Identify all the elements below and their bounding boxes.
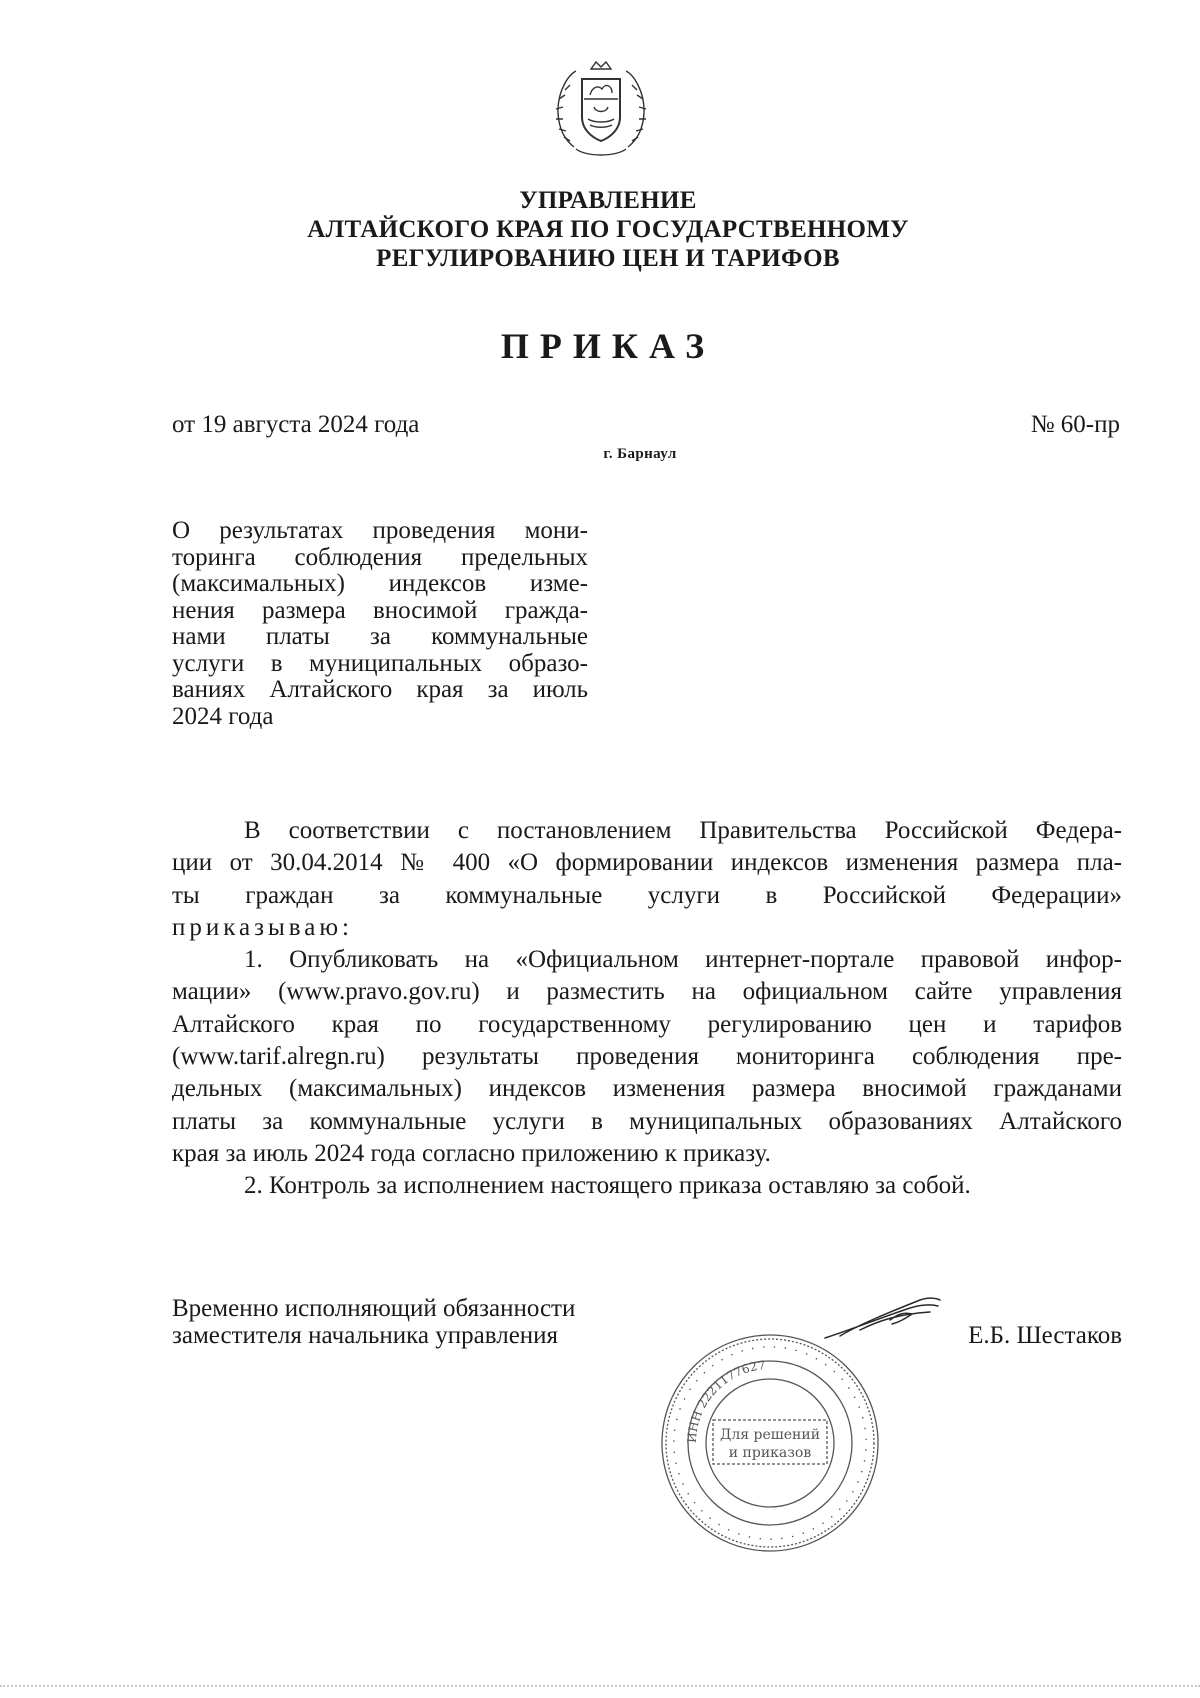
subject-line: услуги в муниципальных образо- (172, 649, 588, 677)
body-line: (www.tarif.alregn.ru) результаты проведения мониторинга соблюдения пре- (172, 1043, 1122, 1071)
order-subject (172, 518, 588, 730)
order-body (172, 815, 1122, 1203)
body-line: мации» (www.pravo.gov.ru) и разместить на официальном сайте управления (172, 978, 1122, 1006)
body-line: 2. Контроль за исполнением настоящего приказа оставляю за собой. (244, 1172, 971, 1200)
subject-line: торинга соблюдения предельных (172, 543, 588, 571)
subject-line: (максимальных) индексов изме- (172, 570, 588, 597)
document-city (0, 446, 1200, 463)
stamp-inn-text: ИНН 2221177627 (684, 1358, 767, 1444)
document-date: от 19 августа 2024 года (172, 411, 420, 438)
svg-text:· · · · · · · · · · · · · · ·: · · · · · · · · · · · · · · · · · · · · · · · · · · · · · · · · · · · · · · · · · · · · · · · · · · · · · · · (666, 1339, 874, 1547)
body-line: ты граждан за коммунальные услуги в Российской Федерации» (172, 881, 1122, 909)
body-line: платы за коммунальные услуги в муниципальных образованиях Алтайского (172, 1107, 1122, 1135)
organization-name-line-1: УПРАВЛЕНИЕ (519, 187, 697, 214)
body-line: дельных (максимальных) индексов изменения размера вносимой гражданами (172, 1075, 1122, 1103)
signatory-position-line-1: Временно исполняющий обязанности (172, 1295, 576, 1322)
document-type-title: ПРИКАЗ (500, 326, 716, 366)
body-line: 1. Опубликовать на «Официальном интернет-портале правовой инфор- (244, 946, 1122, 974)
body-line: ции от 30.04.2014 № 400 «О формировании индексов изменения размера пла- (172, 849, 1122, 877)
signatory-position (172, 1295, 575, 1349)
document-number: № 60-пр (1030, 411, 1120, 438)
body-line: края за июль 2024 года согласно приложению к приказу. (172, 1139, 771, 1167)
official-seal-icon (655, 1328, 885, 1558)
subject-line: О результатах проведения мони- (172, 517, 588, 544)
altai-krai-coat-of-arms-icon (546, 55, 656, 160)
body-line: Алтайского края по государственному регулированию цен и тарифов (172, 1010, 1122, 1038)
subject-line: нами платы за коммунальные (172, 623, 588, 650)
signatory-position-line-2: заместителя начальника управления (172, 1322, 559, 1349)
organization-name-line-2: АЛТАЙСКОГО КРАЯ ПО ГОСУДАРСТВЕННОМУ (307, 216, 909, 243)
body-line: В соответствии с постановлением Правительства Российской Федера- (244, 817, 1122, 844)
subject-line: нения размера вносимой гражда- (172, 596, 588, 624)
order-command-word: приказываю: (172, 913, 353, 941)
subject-line: ваниях Алтайского края за июль (172, 676, 588, 703)
page-bottom-edge (0, 1685, 1200, 1689)
stamp-center-line-2: и приказов (728, 1445, 812, 1461)
subject-line: 2024 года (172, 702, 274, 730)
stamp-center-line-1: Для решений (719, 1427, 821, 1443)
signatory-name: Е.Б. Шестаков (968, 1322, 1122, 1349)
city-label: г. Барнаул (603, 446, 677, 462)
organization-name-line-3: РЕГУЛИРОВАНИЮ ЦЕН И ТАРИФОВ (376, 245, 840, 272)
